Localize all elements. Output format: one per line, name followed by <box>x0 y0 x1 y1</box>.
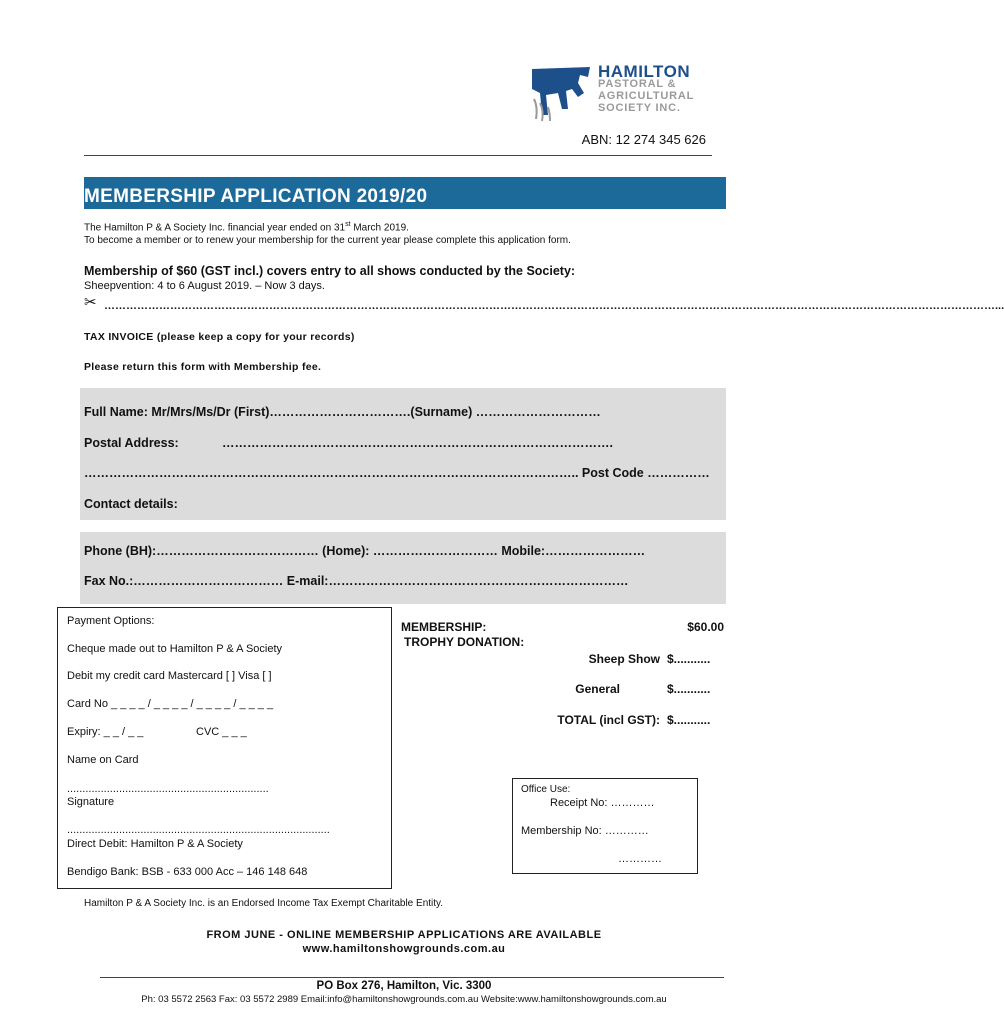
tax-exempt-note: Hamilton P & A Society Inc. is an Endorsed Income Tax Exempt Charitable Entity. <box>84 898 444 909</box>
signature-line[interactable]: .................................................................. <box>67 783 269 795</box>
general-amount[interactable]: $........... <box>667 682 711 696</box>
fax-email-field[interactable]: Fax No.:……………………………… E-mail:……………………………………………………………… <box>84 574 629 588</box>
tax-invoice-note: TAX INVOICE (please keep a copy for your records) <box>84 331 355 343</box>
intro-line-1 <box>84 221 409 233</box>
bank-details: Bendigo Bank: BSB - 633 000 Acc – 146 148 648 <box>67 866 308 878</box>
footer-divider <box>100 977 724 978</box>
name-on-card-label: Name on Card <box>67 754 139 766</box>
postcode-field[interactable]: ……………………………………………………………………………………………………….. Post Code …………… <box>84 466 710 480</box>
receipt-number: Receipt No: ………… <box>550 797 655 809</box>
cut-line: ………………………………………………………………………………………………………………………………………………………………………………………………………………………... <box>104 300 1004 312</box>
intro-superscript: st <box>345 221 351 228</box>
page-title: MEMBERSHIP APPLICATION 2019/20 <box>84 186 428 207</box>
return-note: Please return this form with Membership fee. <box>84 361 322 373</box>
scissors-icon: ✂ <box>84 294 97 311</box>
membership-amount: $60.00 <box>687 620 724 634</box>
direct-debit-label: Direct Debit: Hamilton P & A Society <box>67 838 243 850</box>
office-use-title: Office Use: <box>521 784 571 795</box>
postal-address-label: Postal Address: <box>84 436 179 450</box>
total-label: TOTAL (incl GST): <box>557 713 660 727</box>
postal-address-field[interactable]: …………………………………………………………………………………. <box>222 436 613 450</box>
logo-line-3: AGRICULTURAL <box>598 90 695 102</box>
membership-number: Membership No: ………… <box>521 825 649 837</box>
direct-debit-line: ...................................................................................... <box>67 824 330 836</box>
sheepvention-dates: Sheepvention: 4 to 6 August 2019. – Now 3 days. <box>84 280 325 292</box>
horse-logo-icon <box>528 63 598 123</box>
intro-line-2: To become a member or to renew your membership for the current year please complete this application form. <box>84 235 571 246</box>
full-name-field[interactable]: Full Name: Mr/Mrs/Ms/Dr (First)…………………………….(Surname) ………………………… <box>84 405 601 419</box>
trophy-donation-label: TROPHY DONATION: <box>404 635 525 649</box>
expiry-field[interactable]: Expiry: _ _ / _ _ <box>67 726 144 738</box>
signature-label: Signature <box>67 796 115 808</box>
sheep-show-label: Sheep Show <box>588 652 660 666</box>
credit-card-option[interactable]: Debit my credit card Mastercard [ ] Visa [ ] <box>67 670 272 682</box>
contact-section <box>80 532 726 604</box>
logo-line-2: PASTORAL & <box>598 78 677 90</box>
contact-info: Ph: 03 5572 2563 Fax: 03 5572 2989 Email:info@hamiltonshowgrounds.com.au Website:www.hamiltonshowgrounds.com.au <box>141 994 667 1005</box>
header-divider <box>84 155 712 156</box>
cheque-option[interactable]: Cheque made out to Hamilton P & A Society <box>67 643 283 655</box>
logo-title: HAMILTON <box>598 62 691 81</box>
sheep-show-amount[interactable]: $........... <box>667 652 711 666</box>
total-amount[interactable]: $........... <box>667 713 711 727</box>
website-link[interactable]: www.hamiltonshowgrounds.com.au <box>302 943 506 955</box>
office-use-extra: ………… <box>618 853 662 865</box>
membership-label: MEMBERSHIP: <box>401 620 487 634</box>
contact-details-label: Contact details: <box>84 497 178 511</box>
general-label: General <box>575 682 620 696</box>
po-box-address: PO Box 276, Hamilton, Vic. 3300 <box>316 980 492 992</box>
intro-text: The Hamilton P & A Society Inc. financial year ended on 31 <box>84 222 346 234</box>
cvc-field[interactable]: CVC _ _ _ <box>196 726 247 738</box>
online-applications-note: FROM JUNE - ONLINE MEMBERSHIP APPLICATIONS ARE AVAILABLE <box>206 929 602 941</box>
logo-line-4: SOCIETY INC. <box>598 102 681 114</box>
phone-field[interactable]: Phone (BH):………………………………… (Home): ………………………… Mobile:…………………… <box>84 544 646 558</box>
intro-text-end: March 2019. <box>350 222 409 234</box>
abn-number: ABN: 12 274 345 626 <box>581 132 706 147</box>
payment-options-title: Payment Options: <box>67 615 155 627</box>
logo-text <box>598 62 695 114</box>
card-number-field[interactable]: Card No _ _ _ _ / _ _ _ _ / _ _ _ _ / _ _ _ _ <box>67 698 274 710</box>
membership-heading: Membership of $60 (GST incl.) covers entry to all shows conducted by the Society: <box>84 264 576 278</box>
